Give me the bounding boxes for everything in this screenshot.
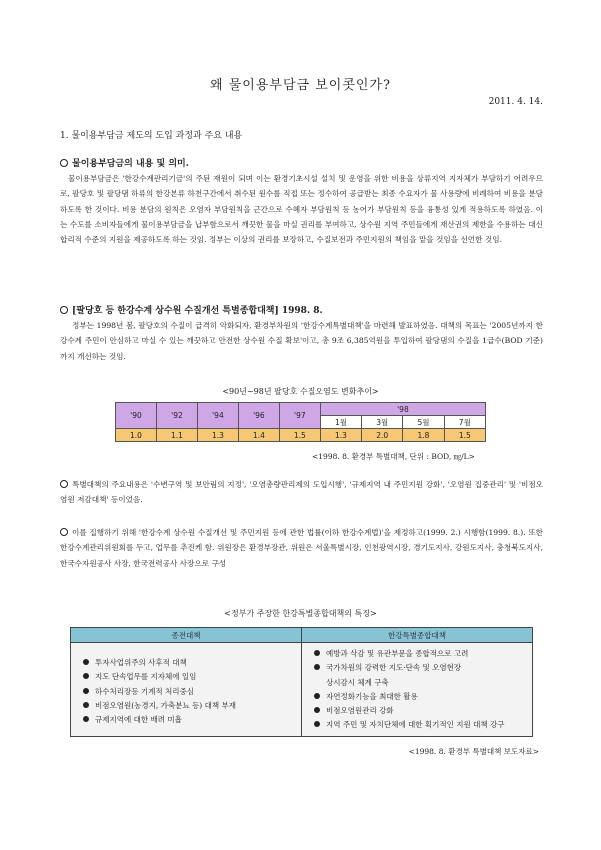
bod-value-cell: 1.8 [403,429,444,442]
year-cell: '90 [116,403,157,429]
month-cell: 7월 [444,416,485,429]
bullet-icon [314,664,320,670]
bod-value-cell: 1.3 [197,429,238,442]
circle-bullet-icon [60,528,68,536]
list-item: 자연정화기능을 최대한 활용 [314,690,528,704]
table1-caption: <90년~98년 팔당호 수질오염도 변화추이> [222,387,379,396]
year-cell: '94 [197,403,238,429]
list-item: 지도 단속업무를 지자체에 일임 [83,670,297,684]
bullet-icon [83,673,89,679]
document-date: 2011. 4. 14. [488,97,543,107]
year-cell: '96 [238,403,279,429]
circle-bullet-icon [60,306,68,314]
subsection-2-heading [60,303,323,316]
year-cell-98: '98 [320,403,485,416]
bod-value-cell: 1.5 [279,429,320,442]
year-cell: '92 [156,403,197,429]
bod-value-cell: 1.1 [156,429,197,442]
right-column-body [302,643,533,737]
list-item: 예방과 삭감 및 유관부문을 종합적으로 고려 [314,647,528,661]
subsection-2-body: 정부는 1998년 봄, 팔당호의 수질이 급격히 악화되자, 환경부차원의 '한강수계특별대책'을 마련해 발표하였음. 대책의 목표는 '2005년까지 한강수계 주민이 안심하고 마실 수 있는 깨끗하고 안전한 상수원 수질 확보'이고, 총 9조 6,385억원을 투입하여 팔당댐의 수질을 1급수(BOD 기준)까지 개선하는 것임. [60,321,543,361]
subsection-1-body: 물이용부담금은 '한강수계관리기금'의 주된 재원이 되며 이는 환경기초시설 설치 및 운영을 위한 비용을 상류지역 지자체가 부담하기 어려우므로, 팔당호 및 팔당댐 하류의 한강본류 하천구간에서 취수된 원수를 직접 또는 정수하여 공급받는 최종 수요자가 물 사용량에 비례하여 비용을 분담하도록 한 것이다. 비용 분담의 원칙은 오염자 부담원칙을 근간으로 수혜자 부담원칙 등 농어가 부담원칙 등을 융통성 있게 적용하도록 하였음. 이는 수도를 소비자들에게 물이용부담금을 납부함으로서 깨끗한 물을 마실 권리를 부여하고, 상수원 지역 주민들에게 재산권의 제한을 수용하는 대신 합리적 수준의 지원을 제공하도록 하는 것임. 정부는 이상의 권리를 보장하고, 수질보전과 주민지원의 책임을 맡을 것임을 선언한 것임. [60,174,543,245]
table2-source: <1998. 8. 환경부 특별대책 보도자료> [408,747,539,756]
paragraph-4-text: 이를 집행하기 위해 '한강수계 상수원 수질개선 및 주민지원 등에 관한 법률(이하 한강수계법)'을 제정하고(1999. 2.) 시행함(1999. 8.). 또한 한강수계관리위원회를 두고, 업무를 추진케 함. 위원장은 환경부장관, 위원은 서울특별시장, 인천광역시장, 경기도지사, 강원도지사, 충청북도지사, 한국수자원공사 사장, 한국전력공사 사장으로 구성 [60,528,543,568]
month-cell: 1월 [320,416,361,429]
bod-value-cell: 1.4 [238,429,279,442]
month-cell: 5월 [403,416,444,429]
list-item: 국가차원의 강력한 지도·단속 및 오염현장 [314,661,528,675]
bullet-icon [83,716,89,722]
circle-bullet-icon [60,159,68,167]
bod-value-cell: 2.0 [362,429,403,442]
month-cell: 3월 [362,416,403,429]
table2-caption: <정부가 주장한 한강특별종합대책의 특징> [224,609,377,618]
list-item: 투자사업위주의 사후적 대책 [83,656,297,670]
list-item-continued: 상시감시 체계 구축 [326,677,389,687]
list-item: 규제지역에 대한 배려 미흡 [83,713,297,727]
paragraph-3 [60,477,543,508]
left-column-header: 종전대책 [71,628,302,643]
subsection-1-heading [60,156,189,169]
list-item: 비점오염원(농경지, 가축분뇨 등) 대책 부재 [83,699,297,713]
right-column-header: 한강특별종합대책 [302,628,533,643]
bullet-icon [314,707,320,713]
table1-source: <1998. 8. 환경부 특별대책, 단위 : BOD, ㎎/L> [312,452,475,461]
subsection-1-title: 물이용부담금의 내용 및 의미. [72,159,189,169]
bod-value-cell: 1.5 [444,429,485,442]
paragraph-4 [60,525,543,571]
circle-bullet-icon [60,480,68,488]
bod-value-cell: 1.0 [116,429,157,442]
list-item: 지역 주민 및 자치단체에 대한 획기적인 지원 대책 강구 [314,718,528,732]
bullet-icon [314,650,320,656]
paragraph-3-text: 특별대책의 주요내용은 '수변구역 및 보안림의 지정', '오염총량관리제의 도입시행', '규제지역 내 주민지원 강화', '오염원 집중관리' 및 '비점오염원 저감대책' 등이었음. [60,480,543,505]
bullet-icon [83,702,89,708]
left-column-body [71,643,302,737]
subsection-2-title: [팔당호 등 한강수계 상수원 수질개선 특별종합대책] 1998. 8. [72,306,323,316]
bod-value-cell: 1.3 [320,429,361,442]
list-item: 비점오염원관리 강화 [314,704,528,718]
list-item: 하수처리장등 기계적 처리중심 [83,685,297,699]
comparison-table [70,627,533,737]
bullet-icon [83,688,89,694]
bullet-icon [314,721,320,727]
page-title: 왜 물이용부담금 보이콧인가? [210,78,391,93]
section-heading-1: 1. 물이용부담금 제도의 도입 과정과 주요 내용 [60,131,243,141]
year-cell: '97 [279,403,320,429]
bullet-icon [83,659,89,665]
water-quality-table [115,402,486,442]
bullet-icon [314,693,320,699]
